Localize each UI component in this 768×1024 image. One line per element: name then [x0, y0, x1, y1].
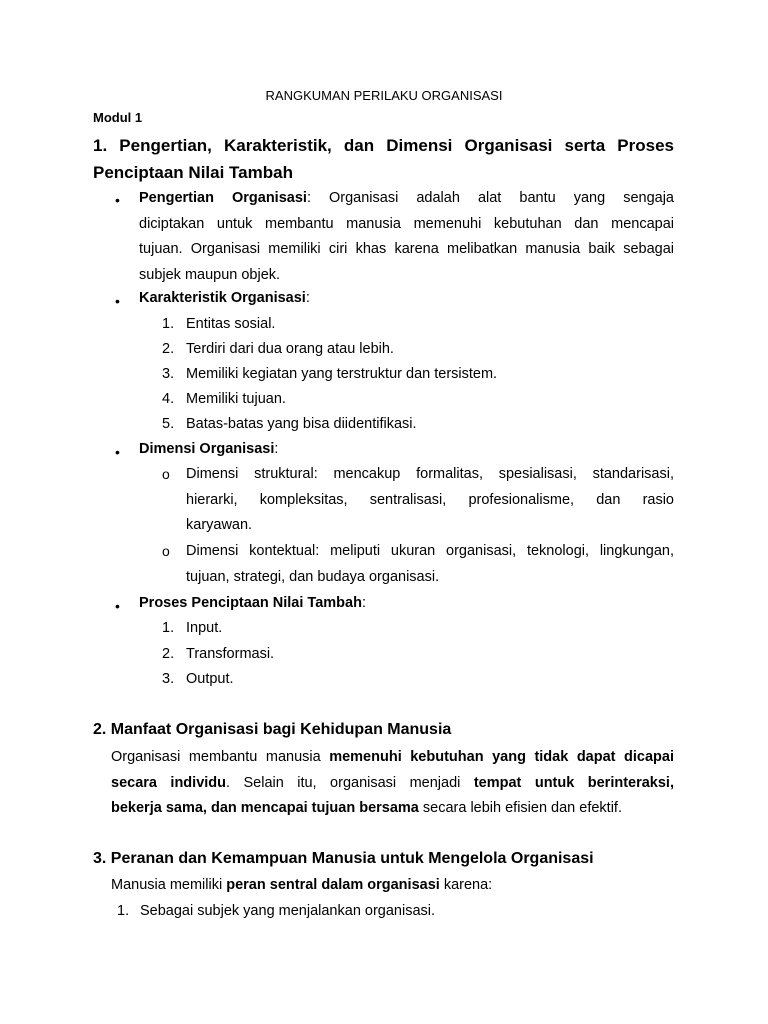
dimensi-label: Dimensi Organisasi	[139, 441, 275, 457]
proses-heading	[139, 595, 366, 611]
karakteristik-num-1: 1.	[162, 316, 175, 332]
section2-line3	[111, 796, 674, 822]
section3-text-c: karena:	[439, 877, 493, 893]
section1-heading	[93, 132, 674, 186]
pengertian-text1: : Organisasi adalah alat bantu yang sengaja	[306, 190, 674, 206]
section1-heading-line1: 1. Pengertian, Karakteristik, dan Dimensi Organisasi serta Proses	[93, 136, 674, 155]
karakteristik-num-2: 2.	[162, 341, 175, 357]
kontekstual-line1: Dimensi kontektual: meliputi ukuran organisasi, teknologi, lingkungan,	[186, 543, 674, 559]
pengertian-line4: subjek maupun objek.	[139, 266, 281, 283]
section2-text-g: secara lebih efisien dan efektif.	[418, 800, 622, 816]
proses-label: Proses Penciptaan Nilai Tambah	[139, 595, 362, 611]
proses-item-3: Output.	[186, 671, 234, 687]
dimensi-heading	[139, 441, 278, 457]
karakteristik-item-2: Terdiri dari dua orang atau lebih.	[186, 341, 394, 357]
section2-text-d: . Selain itu, organisasi menjadi	[226, 774, 474, 791]
section3-text-a: Manusia memiliki	[111, 877, 227, 893]
document-title: RANGKUMAN PERILAKU ORGANISASI	[265, 88, 503, 103]
proses-num-2: 2.	[162, 646, 175, 662]
section3-heading: 3. Peranan dan Kemampuan Manusia untuk Mengelola Organisasi	[93, 850, 594, 867]
section3-num-1: 1.	[117, 903, 130, 919]
struktural-line1: Dimensi struktural: mencakup formalitas, spesialisasi, standarisasi,	[186, 466, 674, 482]
section2-line1	[111, 745, 674, 771]
section2-heading: 2. Manfaat Organisasi bagi Kehidupan Manusia	[93, 721, 452, 738]
bullet-karakteristik: •	[115, 293, 120, 309]
section2-text-f: bekerja sama, dan mencapai tujuan bersama	[111, 800, 419, 816]
section2-text-c: secara individu	[111, 774, 226, 791]
bullet-dimensi: •	[115, 444, 120, 460]
dimensi-colon: :	[274, 441, 279, 457]
section3-paragraph	[111, 877, 492, 893]
kontekstual-line2: tujuan, strategi, dan budaya organisasi.	[186, 568, 440, 585]
dimensi-struktural	[186, 462, 674, 539]
struktural-line3: karyawan.	[186, 517, 253, 533]
karakteristik-num-5: 5.	[162, 416, 175, 432]
bullet-proses: •	[115, 598, 120, 614]
pengertian-line2: diciptakan untuk membantu manusia memenuhi kebutuhan dan mencapai	[139, 215, 674, 232]
section3-item-1: Sebagai subjek yang menjalankan organisasi.	[140, 903, 436, 919]
section2-text-b: memenuhi kebutuhan yang tidak dapat dicapai	[329, 749, 674, 765]
section2-text-e: tempat untuk berinteraksi,	[473, 774, 674, 791]
karakteristik-item-1: Entitas sosial.	[186, 316, 276, 332]
pengertian-paragraph	[139, 186, 674, 288]
proses-num-3: 3.	[162, 671, 175, 687]
karakteristik-item-5: Batas-batas yang bisa diidentifikasi.	[186, 416, 417, 432]
proses-item-1: Input.	[186, 620, 223, 636]
struktural-line2: hierarki, kompleksitas, sentralisasi, profesionalisme, dan rasio	[186, 491, 674, 508]
pengertian-label: Pengertian Organisasi	[139, 190, 307, 206]
proses-item-2: Transformasi.	[186, 646, 275, 662]
proses-num-1: 1.	[162, 620, 175, 636]
karakteristik-heading	[139, 290, 310, 306]
circle-struktural: o	[162, 466, 170, 482]
karakteristik-item-4: Memiliki tujuan.	[186, 391, 286, 407]
modul-label: Modul 1	[93, 110, 143, 125]
section2-text-a: Organisasi membantu manusia	[111, 749, 330, 765]
dimensi-kontekstual	[186, 539, 674, 590]
proses-colon: :	[361, 595, 366, 611]
karakteristik-num-4: 4.	[162, 391, 175, 407]
section1-heading-line2: Penciptaan Nilai Tambah	[93, 163, 293, 182]
karakteristik-colon: :	[305, 290, 310, 306]
pengertian-line1	[139, 186, 674, 212]
section3-text-b: peran sentral dalam organisasi	[226, 877, 440, 893]
karakteristik-item-3: Memiliki kegiatan yang terstruktur dan tersistem.	[186, 366, 498, 382]
karakteristik-num-3: 3.	[162, 366, 175, 382]
circle-kontekstual: o	[162, 543, 170, 559]
section2-line2	[111, 771, 674, 797]
section2-paragraph	[111, 745, 674, 822]
pengertian-line3: tujuan. Organisasi memiliki ciri khas karena melibatkan manusia baik sebagai	[139, 241, 674, 257]
karakteristik-label: Karakteristik Organisasi	[139, 290, 306, 306]
bullet-pengertian: •	[115, 192, 120, 208]
